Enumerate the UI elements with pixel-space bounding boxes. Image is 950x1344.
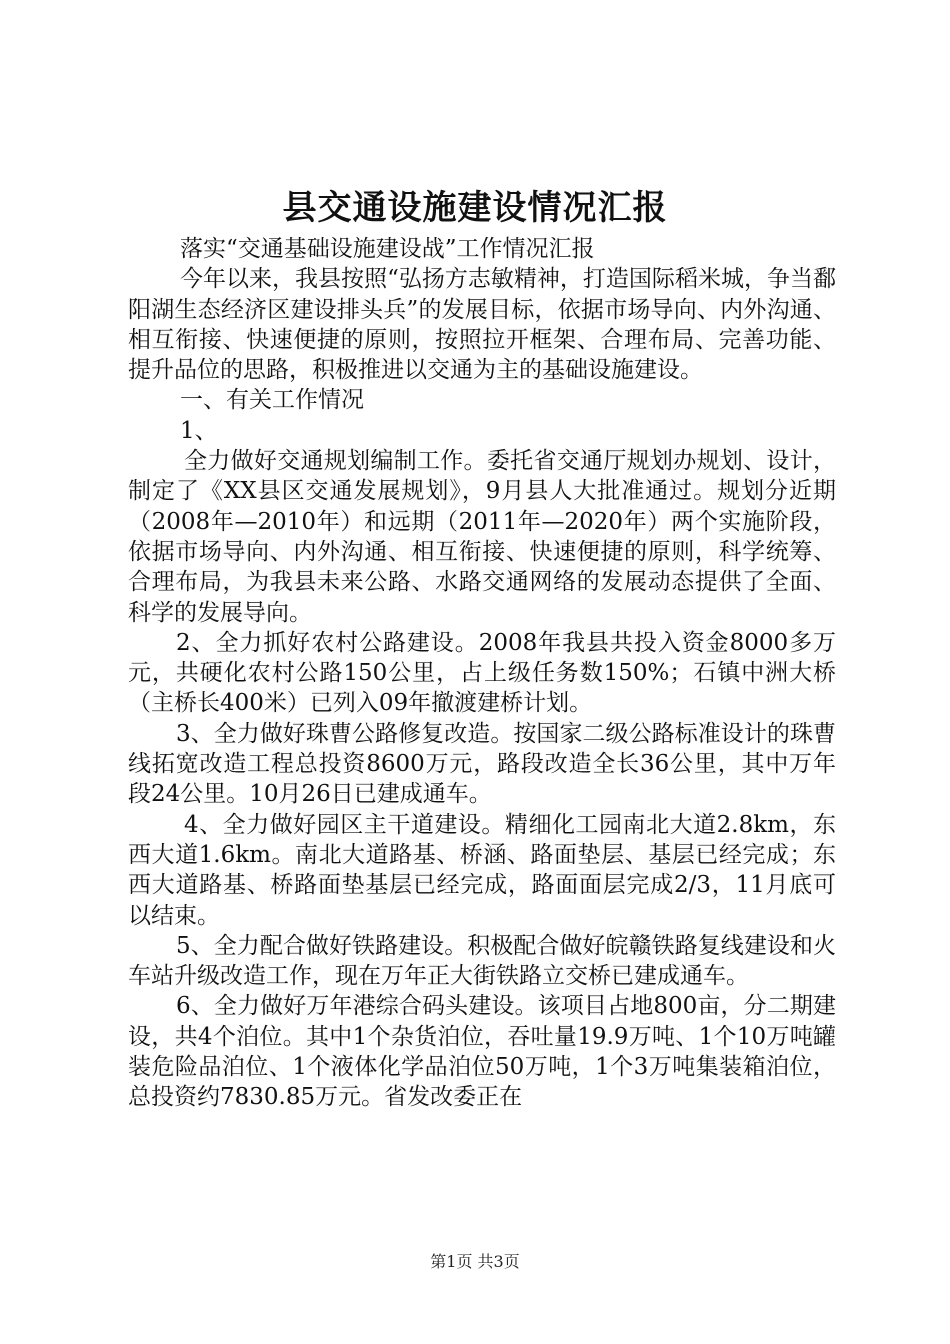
paragraph-item-4: 4、全力做好园区主干道建设。精细化工园南北大道2.8km，东西大道1.6km。南北大道路基、桥涵、路面垫层、基层已经完成；东西大道路基、桥路面垫基层已经完成，路面面层完成2/3，11月底可以结束。 [128, 811, 836, 929]
document-title: 县交通设施建设情况汇报 [282, 188, 668, 228]
paragraph-subtitle: 落实“交通基础设施建设战”工作情况汇报 [180, 236, 595, 262]
page-footer: 第1页 共3页 [430, 1252, 520, 1271]
paragraph-item-2: 2、全力抓好农村公路建设。2008年我县共投入资金8000多万元，共硬化农村公路150公里，占上级任务数150%；石镇中洲大桥（主桥长400米）已列入09年撤渡建桥计划。 [128, 629, 836, 717]
section-heading: 一、有关工作情况 [180, 387, 364, 414]
paragraph-item-3: 3、全力做好珠曹公路修复改造。按国家二级公路标准设计的珠曹线拓宽改造工程总投资8600万元，路段改造全长36公里，其中万年段24公里。10月26日已建成通车。 [128, 720, 836, 808]
paragraph-item-1: 全力做好交通规划编制工作。委托省交通厅规划办规划、设计，制定了《XX县区交通发展规划》，9月县人大批准通过。规划分近期（2008年—2010年）和远期（2011年—2020年）两个实施阶段，依据市场导向、内外沟通、相互衔接、快速便捷的原则，科学统筹、合理布局，为我县未来公路、水路交通网络的发展动态提供了全面、科学的发展导向。 [128, 448, 836, 626]
item-number: 1、 [180, 417, 218, 444]
document-body [128, 234, 836, 1113]
paragraph-item-5: 5、全力配合做好铁路建设。积极配合做好皖赣铁路复线建设和火车站升级改造工作，现在万年正大街铁路立交桥已建成通车。 [128, 932, 836, 990]
paragraph-intro: 今年以来，我县按照“弘扬方志敏精神，打造国际稻米城，争当鄱阳湖生态经济区建设排头兵”的发展目标，依据市场导向、内外沟通、相互衔接、快速便捷的原则，按照拉开框架、合理布局、完善功能、提升品位的思路，积极推进以交通为主的基础设施建设。 [128, 266, 836, 384]
paragraph-item-6: 6、全力做好万年港综合码头建设。该项目占地800亩，分二期建设，共4个泊位。其中1个杂货泊位，吞吐量19.9万吨、1个10万吨罐装危险品泊位、1个液体化学品泊位50万吨，1个3万吨集装箱泊位，总投资约7830.85万元。省发改委正在 [128, 993, 836, 1111]
